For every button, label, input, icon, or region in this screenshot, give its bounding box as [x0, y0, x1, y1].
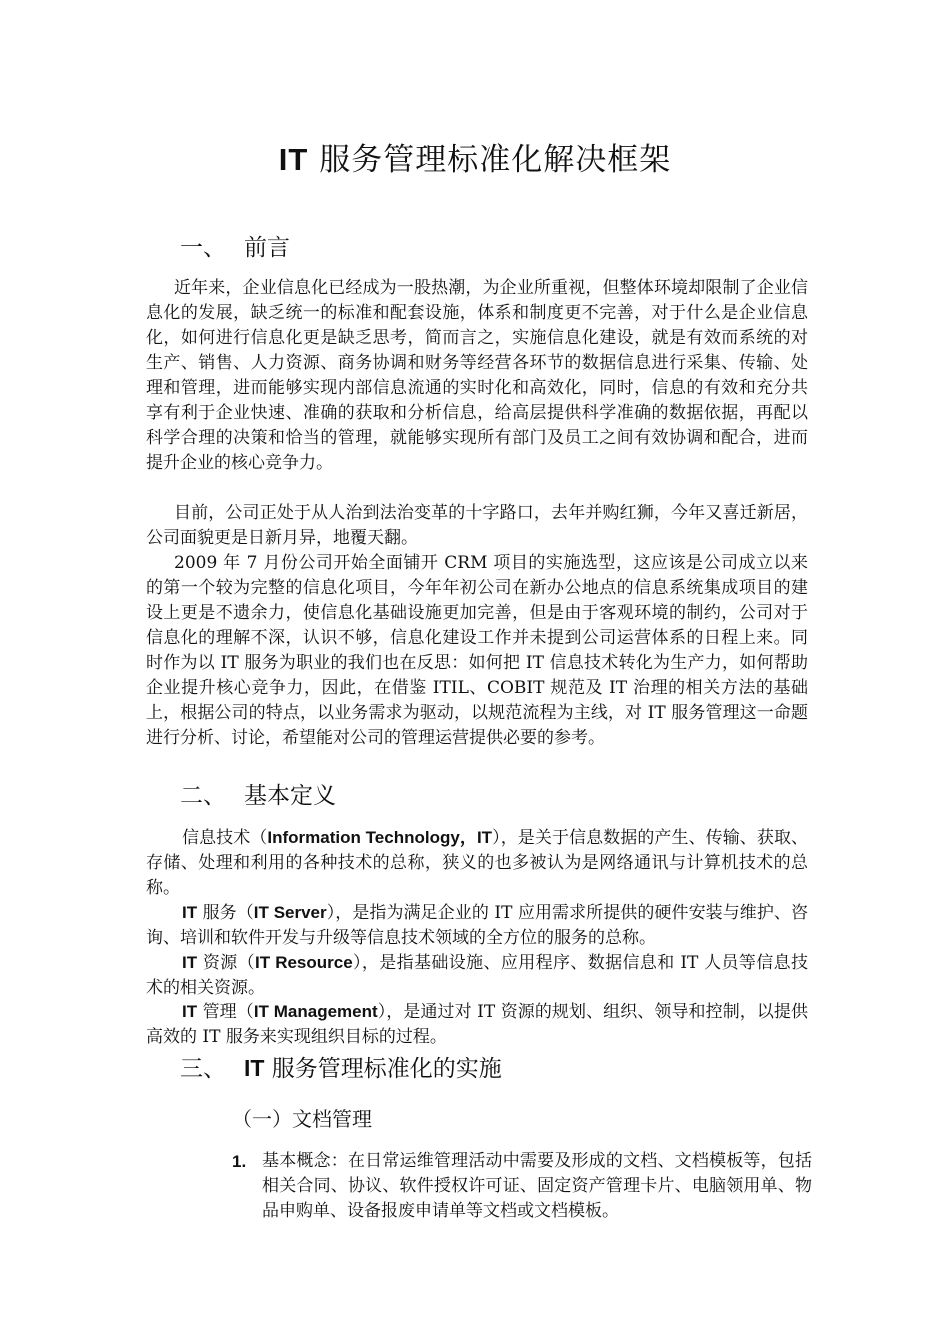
section-heading-3	[180, 1052, 502, 1085]
subsection-heading-document-management: （一）文档管理	[232, 1107, 372, 1131]
definition-text: 服务（	[197, 903, 254, 923]
definition-text: 信息技术（	[182, 828, 268, 848]
definition-text: 资源（	[197, 953, 255, 973]
definition-term: IT Management	[253, 1002, 378, 1021]
section-number: 一、	[180, 235, 226, 261]
document-title	[0, 138, 950, 182]
section-number: 二、	[180, 783, 226, 809]
section-title: 基本定义	[244, 783, 336, 809]
definition-information-technology	[146, 825, 808, 901]
definition-lead: IT	[182, 953, 198, 972]
definition-term: IT Resource	[255, 953, 353, 972]
title-rest: 服务管理标准化解决框架	[308, 142, 672, 178]
section-title-prefix: IT	[244, 1055, 265, 1081]
definition-term: Information Technology，IT	[267, 828, 493, 847]
definition-it-resource	[146, 950, 808, 1001]
definition-it-server	[146, 900, 808, 951]
definition-lead: IT	[182, 903, 198, 922]
section-heading-1	[180, 232, 290, 264]
definition-text: ），是通过对 IT 资源的规划、组织、领导和控制，以提供高效的 IT 服务来实现组织目标的过程。	[146, 1002, 808, 1047]
section-title: 服务管理标准化的实施	[264, 1056, 502, 1082]
paragraph-intro: 近年来，企业信息化已经成为一股热潮，为企业所重视，但整体环境却限制了企业信息化的发展，缺乏统一的标准和配套设施，体系和制度更不完善，对于什么是企业信息化，如何进行信息化更是缺乏思考，简而言之，实施信息化建设，就是有效而系统的对生产、销售、人力资源、商务协调和财务等经营各环节的数据信息进行采集、传输、处理和管理，进而能够实现内部信息流通的实时化和高效化，同时，信息的有效和充分共享有利于企业快速、准确的获取和分析信息，给高层提供科学准确的数据依据，再配以科学合理的决策和恰当的管理，就能够实现所有部门及员工之间有效协调和配合，进而提升企业的核心竞争力。	[146, 278, 808, 473]
definition-term: IT Server	[253, 903, 327, 922]
definition-it-management	[146, 999, 808, 1050]
definition-lead: IT	[182, 1002, 198, 1021]
list-number: 1.	[232, 1152, 247, 1171]
definition-text: ），是指为满足企业的 IT 应用需求所提供的硬件安装与维护、咨询、培训和软件开发与升级等信息技术领域的全方位的服务的总称。	[146, 903, 809, 948]
paragraph-crm-project: 2009 年 7 月份公司开始全面铺开 CRM 项目的实施选型，这应该是公司成立以来的第一个较为完整的信息化项目，今年年初公司在新办公地点的信息系统集成项目的建设上更是不遗余力，使信息化基础设施更加完善，但是由于客观环境的制约，公司对于信息化的理解不深，认识不够，信息化建设工作并未提到公司运营体系的日程上来。同时作为以 IT 服务为职业的我们也在反思：如何把 IT 信息技术转化为生产力，如何帮助企业提升核心竞争力，因此，在借鉴 ITIL、COBIT 规范及 IT 治理的相关方法的基础上，根据公司的特点，以业务需求为驱动，以规范流程为主线，对 IT 服务管理这一命题进行分析、讨论，希望能对公司的管理运营提供必要的参考。	[146, 553, 808, 748]
paragraph-current-status: 目前，公司正处于从人治到法治变革的十字路口，去年并购红狮，今年又喜迁新居，公司面貌更是日新月异，地覆天翻。	[146, 503, 808, 548]
list-item	[232, 1149, 812, 1224]
definition-text: ），是关于信息数据的产生、传输、获取、存储、处理和利用的各种技术的总称，狭义的也多被认为是网络通讯与计算机技术的总称。	[146, 828, 809, 898]
definition-text: 管理（	[197, 1002, 254, 1022]
section-number: 三、	[180, 1056, 226, 1082]
section-title: 前言	[244, 235, 290, 261]
list-text: 基本概念：在日常运维管理活动中需要及形成的文档、文档模板等，包括相关合同、协议、软件授权许可证、固定资产管理卡片、电脑领用单、物品申购单、设备报废申请单等文档或文档模板。	[262, 1151, 812, 1221]
section-heading-2	[180, 780, 336, 812]
definition-text: ），是指基础设施、应用程序、数据信息和 IT 人员等信息技术的相关资源。	[146, 953, 809, 998]
title-prefix: IT	[278, 142, 309, 177]
